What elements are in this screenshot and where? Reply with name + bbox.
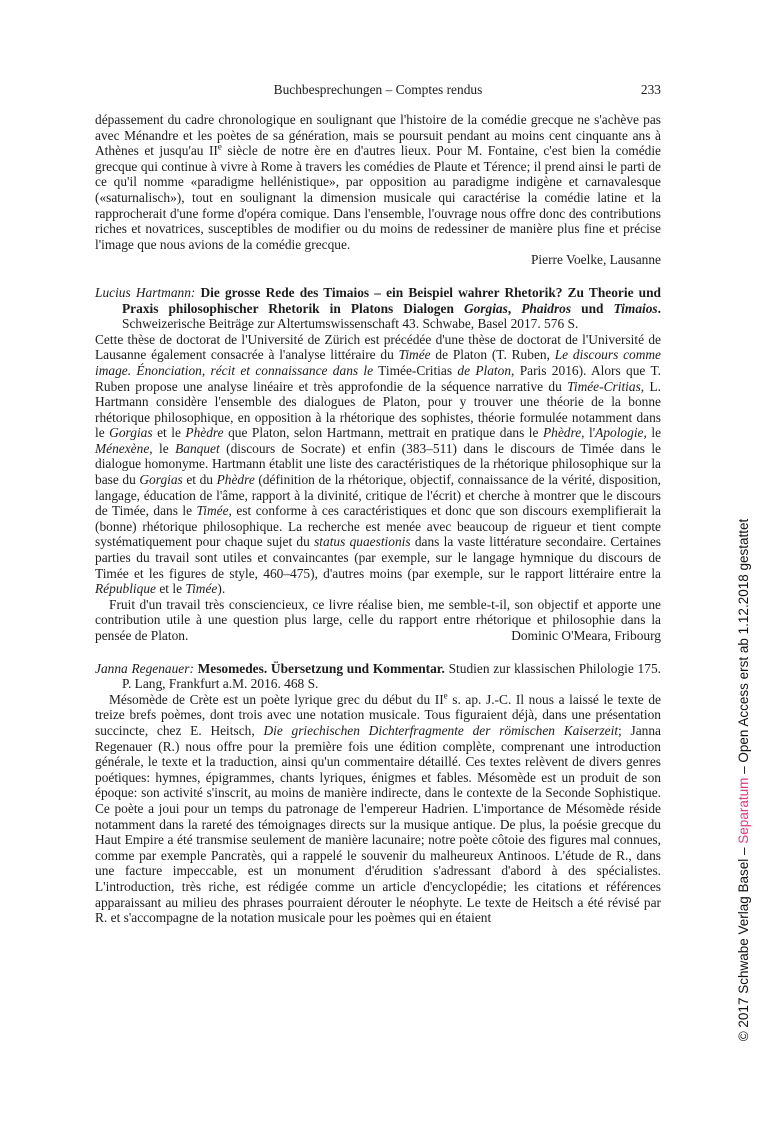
copyright-text-before: © 2017 Schwabe Verlag Basel – <box>736 843 751 1042</box>
copyright-sidebar <box>735 440 753 1120</box>
signature: Pierre Voelke, Lausanne <box>530 252 661 268</box>
paragraph: Mésomède de Crète est un poète lyrique grec du début du IIe s. ap. J.-C. Il nous a laissé le texte de treize brefs poèmes, dont trois avec une notation musicale. Tous figuraient déjà, dans une présentation succincte, chez E. Heitsch, Die griechischen Dichterfragmente der römischen Kaiserzeit; Janna Regenauer (R.) nous offre pour la première fois une édition complète, comprenant une introduction générale, le texte et la traduction, ainsi qu'un commentaire détaillé. Ces textes relèvent de divers genres poétiques: hymnes, épigrammes, chants lyriques, énigmes et fables. Mésomède est un produit de son époque: son activité s'inscrit, au moins de manière indirecte, dans le contexte de la Seconde Sophistique. Ce poète a joui pour un temps du patronage de l'empereur Hadrien. L'importance de Mésomède réside notamment dans la rareté des témoignages directs sur la musique antique. De plus, la poésie grecque du Haut Empire a été transmise seulement de manière lacunaire; notre poète côtoie des figures mal connues, comme par exemple Pancratès, qui a rappelé le souvenir du malheureux Antinoos. L'étude de R., dans une facture impeccable, est un monument d'érudition s'adressant d'abord à des spécialistes. L'introduction, très riche, est rédigée comme un article d'encyclopédie; les citations et références apparaissant au milieu des phrases pourraient dérouter le néophyte. Le texte de Heitsch a été révisé par R. et s'accompagne de la notation musicale pour les poèmes qui en étaient <box>95 690 661 926</box>
separatum-text: Separatum <box>736 777 751 844</box>
paragraph: Fruit d'un travail très consciencieux, ce livre réalise bien, me semble-t-il, son objectif et apporte une contribution utile à une question plus large, celle du rapport entre rhétorique et philosophie dans la pensée de Platon. Dominic O'Meara, Fribourg <box>95 596 661 643</box>
paragraph: dépassement du cadre chronologique en soulignant que l'histoire de la comédie grecque ne s'achève pas avec Ménandre et les poètes de sa génération, mais se poursuit pendant au moins cent cinquante ans à Athènes et jusqu'au IIe siècle de notre ère en d'autres lieux. Pour M. Fontaine, c'est bien la comédie grecque qui continue à vivre à Rome à travers les comédies de Plaute et Térence; il prend ainsi le parti de ce qu'il nomme «paradigme hellénistique», par opposition au paradigme indigène et carnavalesque («saturnalisch»), tout en soulignant la dimension musicale qui caractérise la comédie latine et la rapprocherait d'une forme d'opéra comique. Dans l'ensemble, l'ouvrage nous offre donc des contributions riches et novatrices, susceptibles de modifier ou du moins de redessiner de manière plus fine et précise l'image que nous avions de la comédie grecque. <box>95 112 661 252</box>
page-header <box>95 82 661 98</box>
paragraph: Cette thèse de doctorat de l'Université de Zürich est précédée d'une thèse de doctorat de l'Université de Lausanne également consacrée à l'analyse littéraire du Timée de Platon (T. Ruben, Le discours comme image. Énonciation, récit et connaissance dans le Timée-Critias de Platon, Paris 2016). Alors que T. Ruben propose une analyse linéaire et très approfondie de la séquence narrative du Timée-Critias, L. Hartmann considère l'ensemble des dialogues de Platon, pour y trouver une théorie de la bonne rhétorique philosophique, en opposition à la rhétorique des sophistes, théorie formulée notamment dans le Gorgias et le Phèdre que Platon, selon Hartmann, mettrait en pratique dans le Phèdre, l'Apologie, le Ménexène, le Banquet (discours de Socrate) et enfin (383–511) dans le discours de Timée dans le dialogue homonyme. Hartmann établit une liste des caractéristiques de la rhétorique philosophique sur la base du Gorgias et du Phèdre (définition de la rhétorique, objectif, connaissance de la vérité, disposition, langage, éducation de l'âme, rapport à la divinité, critique de l'écrit) et cherche à montrer que le discours de Timée, dans le Timée, est conforme à ces caractéristiques et donc que son discours exemplifierait la (bonne) rhétorique philosophique. La recherche est menée avec beaucoup de rigueur et tient compte systématiquement pour chaque sujet du status quaestionis dans la vaste littérature secondaire. Certaines parties du travail sont utiles et convaincantes (par exemple, sur le langage hymnique du discours de Timée et les figures de style, 460–475), d'autres moins (par exemple, sur le rapport littéraire entre la République et le Timée). <box>95 331 662 597</box>
review-heading: Lucius Hartmann: Die grosse Rede des Timaios – ein Beispiel wahrer Rhetorik? Zu Theorie und Praxis philosophischer Rhetorik in Platons Dialogen Gorgias, Phaidros und Timaios. Schweizerische Beiträge zur Altertumswissenschaft 43. Schwabe, Basel 2017. 576 S. <box>95 284 661 332</box>
content-blocks <box>95 112 661 926</box>
text-column <box>95 82 661 926</box>
copyright-text-after: – Open Access erst ab 1.12.2018 gestattet <box>736 518 751 778</box>
page-number: 233 <box>640 82 661 97</box>
running-title: Buchbesprechungen – Comptes rendus <box>273 82 483 97</box>
review-heading: Janna Regenauer: Mesomedes. Übersetzung und Kommentar. Studien zur klassischen Philologie 175. P. Lang, Frankfurt a.M. 2016. 468 S. <box>95 660 661 692</box>
signature: Dominic O'Meara, Fribourg <box>511 628 661 643</box>
